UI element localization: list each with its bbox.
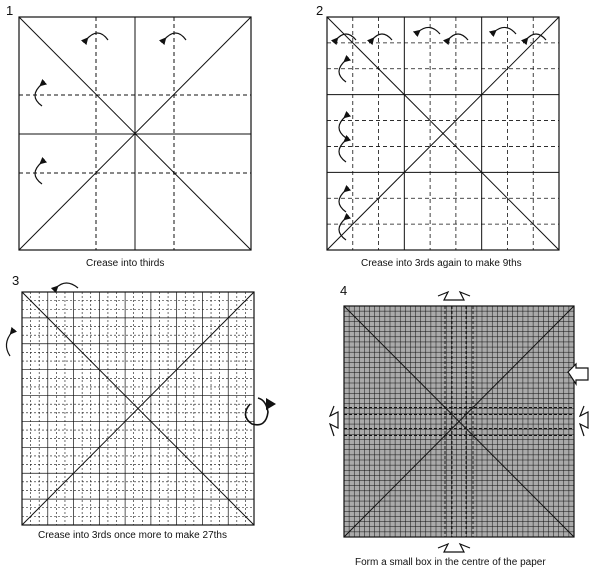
step-3-number: 3: [12, 273, 20, 288]
fold-arrow-icon: [6, 332, 12, 356]
step-3-caption: Crease into 3rds once more to make 27ths: [38, 530, 227, 541]
step-3-diagram: [6, 283, 276, 525]
pleat-arrow-icon: [330, 406, 338, 436]
step-4-number: 4: [340, 283, 348, 298]
step-1-caption: Crease into thirds: [86, 258, 165, 269]
fold-arrow-icon: [56, 283, 78, 288]
step-2-number: 2: [316, 3, 324, 18]
step-1-diagram: [19, 17, 251, 250]
pleat-arrow-icon: [580, 406, 588, 436]
step-4-diagram: [330, 292, 588, 552]
pleat-arrow-icon: [438, 292, 470, 300]
step-1-number: 1: [6, 3, 14, 18]
step-4-caption: Form a small box in the centre of the paper: [355, 557, 546, 568]
pleat-arrow-icon: [438, 544, 470, 552]
step-2-caption: Crease into 3rds again to make 9ths: [361, 258, 522, 269]
step-2-diagram: [327, 17, 559, 250]
